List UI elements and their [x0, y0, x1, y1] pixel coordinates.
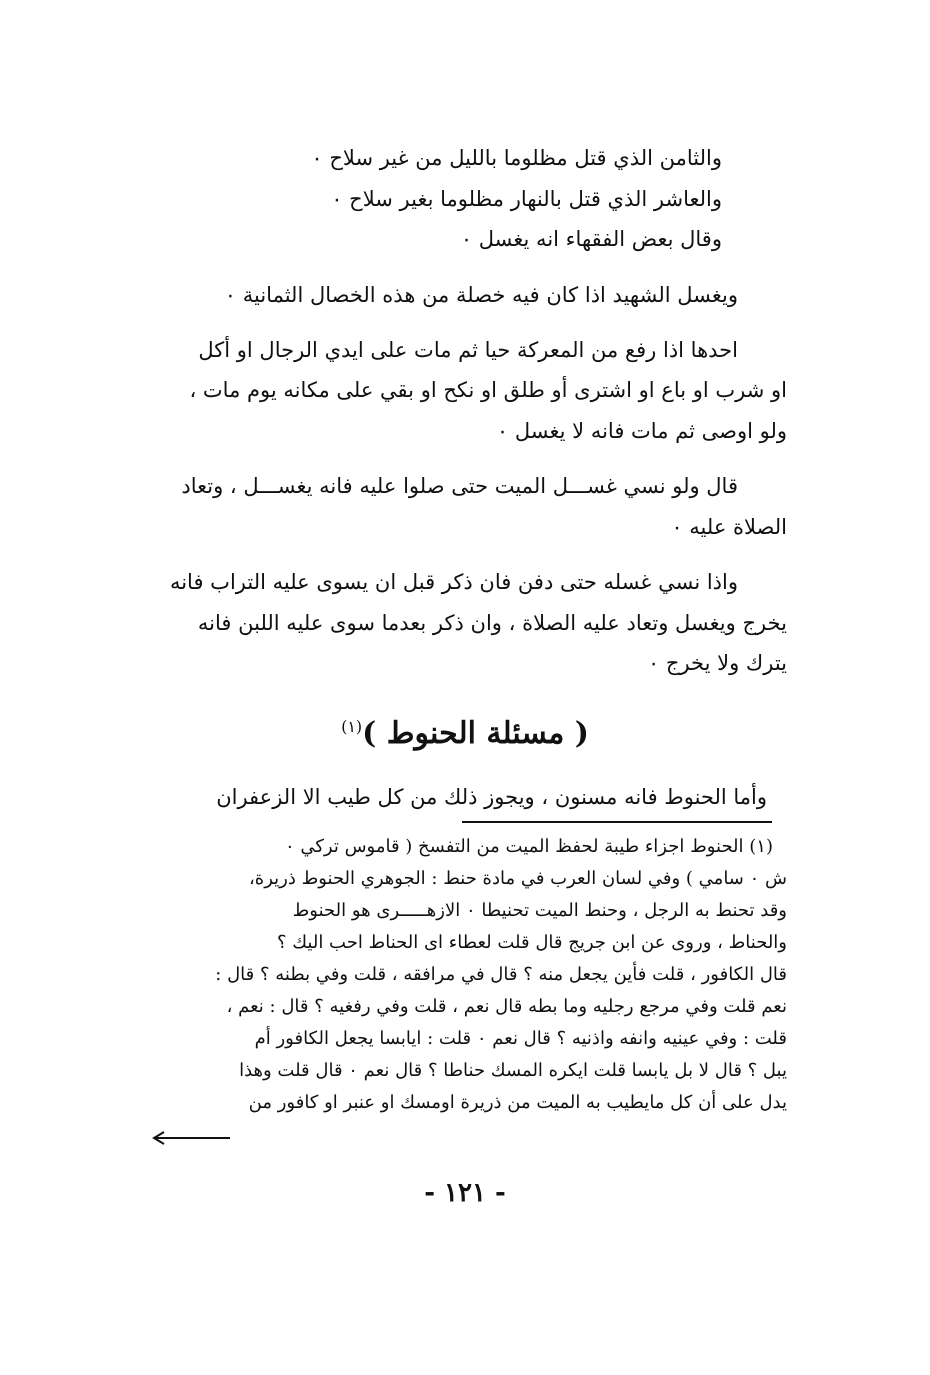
- page-number: - ١٢١ -: [424, 1178, 506, 1208]
- heading-text: ( مسئلة الحنوط ): [362, 716, 589, 751]
- body-line: الصلاة عليه ٠: [671, 515, 787, 539]
- body-line: ولو اوصى ثم مات فانه لا يغسل ٠: [496, 419, 787, 443]
- heading-footnote-marker: (١): [341, 717, 363, 736]
- body-line: او شرب او باع او اشترى أو طلق او نكح او بقي على مكانه يوم مات ،: [189, 378, 787, 402]
- footnote-separator: [462, 821, 772, 823]
- footnote-line: قلت : وفي عينيه وانفه واذنيه ؟ قال نعم ٠ قلت : ايابسا يجعل الكافور أم: [254, 1028, 787, 1049]
- footnote-line: يبل ؟ قال لا بل يابسا قلت ايكره المسك حناطا ؟ قال نعم ٠ قال قلت وهذا: [239, 1060, 787, 1081]
- body-line: ويغسل الشهيد اذا كان فيه خصلة من هذه الخصال الثمانية ٠: [224, 283, 738, 307]
- body-line: والعاشر الذي قتل بالنهار مظلوما بغير سلاح ٠: [331, 187, 722, 211]
- body-line: قال ولو نسي غســـل الميت حتى صلوا عليه فانه يغســـل ، وتعاد: [181, 474, 738, 498]
- body-line: يخرج ويغسل وتعاد عليه الصلاة ، وان ذكر بعدما سوى عليه اللبن فانه: [197, 611, 787, 635]
- footnote-line: والحناط ، وروى عن ابن جريج قال قلت لعطاء اى الحناط احب اليك ؟: [276, 932, 787, 953]
- section-first-line: وأما الحنوط فانه مسنون ، ويجوز ذلك من كل طيب الا الزعفران: [216, 785, 767, 809]
- footnote-line: وقد تحنط به الرجل ، وحنط الميت تحنيطا ٠ الازهـــــرى هو الحنوط: [292, 900, 787, 921]
- body-line: وقال بعض الفقهاء انه يغسل ٠: [460, 227, 722, 251]
- body-line: يترك ولا يخرج ٠: [647, 651, 787, 675]
- footnote-line: نعم قلت وفي مرجع رجليه وما بطه قال نعم ، قلت وفي رفغيه ؟ قال : نعم ،: [226, 996, 787, 1017]
- footnote-line: يدل على أن كل مايطيب به الميت من ذريرة اومسك او عنبر او كافور من: [248, 1092, 787, 1113]
- body-line: احدها اذا رفع من المعركة حيا ثم مات على ايدي الرجال او أكل: [198, 338, 738, 362]
- body-line: والثامن الذي قتل مظلوما بالليل من غير سلاح ٠: [311, 146, 722, 170]
- body-line: واذا نسي غسله حتى دفن فان ذكر قبل ان يسوى عليه التراب فانه: [169, 570, 738, 594]
- footnote-line: ش ٠ سامي ) وفي لسان العرب في مادة حنط : الجوهري الحنوط ذريرة،: [248, 868, 787, 889]
- section-heading: [0, 705, 930, 756]
- left-arrow-icon: [150, 1130, 232, 1146]
- footnote-line: (١) الحنوط اجزاء طيبة لحفظ الميت من التفسخ ( قاموس تركي ٠: [284, 836, 773, 857]
- footnote-line: قال الكافور ، قلت فأين يجعل منه ؟ قال في مرافقه ، قلت وفي بطنه ؟ قال :: [215, 964, 787, 985]
